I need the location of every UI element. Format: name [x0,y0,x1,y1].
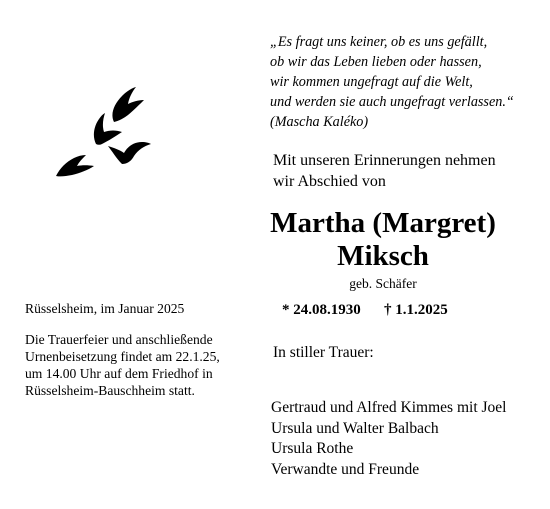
birth-symbol: * [282,302,290,318]
funeral-line: um 14.00 Uhr auf dem Friedhof in [25,366,213,381]
quote-line: „Es fragt uns keiner, ob es uns gefällt, [270,34,488,50]
deceased-name [258,207,508,273]
mourning-label: In stiller Trauer: [273,344,374,361]
birth-date: 24.08.1930 [293,302,361,318]
death-date-group [384,302,448,319]
intro-line: Mit unseren Erinnerungen nehmen [273,152,496,169]
death-date: 1.1.2025 [395,302,448,318]
poem-quote [270,32,530,132]
quote-line: wir kommen ungefragt auf die Welt, [270,74,473,90]
funeral-line: Urnenbeisetzung findet am 22.1.25, [25,349,220,364]
mourner-entry: Verwandte und Freunde [271,460,420,478]
maiden-name: geb. Schäfer [349,276,417,291]
mourner-entry: Gertraud und Alfred Kimmes mit Joel [271,399,507,416]
deceased-last-name: Miksch [337,240,429,272]
deceased-first-name: Martha (Margret) [270,207,496,239]
mourner-entry: Ursula Rothe [271,440,354,457]
quote-line: und werden sie auch ungefragt verlassen.“ [270,94,514,110]
intro-line: wir Abschied von [273,172,386,190]
cross-icon: † [384,302,392,318]
place-date: Rüsselsheim, im Januar 2025 [25,301,185,316]
farewell-intro [273,151,533,192]
mourner-entry: Ursula und Walter Balbach [271,419,439,437]
flying-birds-icon [52,86,152,181]
funeral-line: Die Trauerfeier und anschließende [25,332,213,347]
birth-date-group [282,302,361,319]
mourners-list [271,398,506,480]
funeral-notice [25,331,260,399]
quote-line: ob wir das Leben lieben oder hassen, [270,54,482,70]
quote-author: (Mascha Kaléko) [270,114,369,130]
funeral-line: Rüsselsheim-Bauschheim statt. [25,383,195,398]
